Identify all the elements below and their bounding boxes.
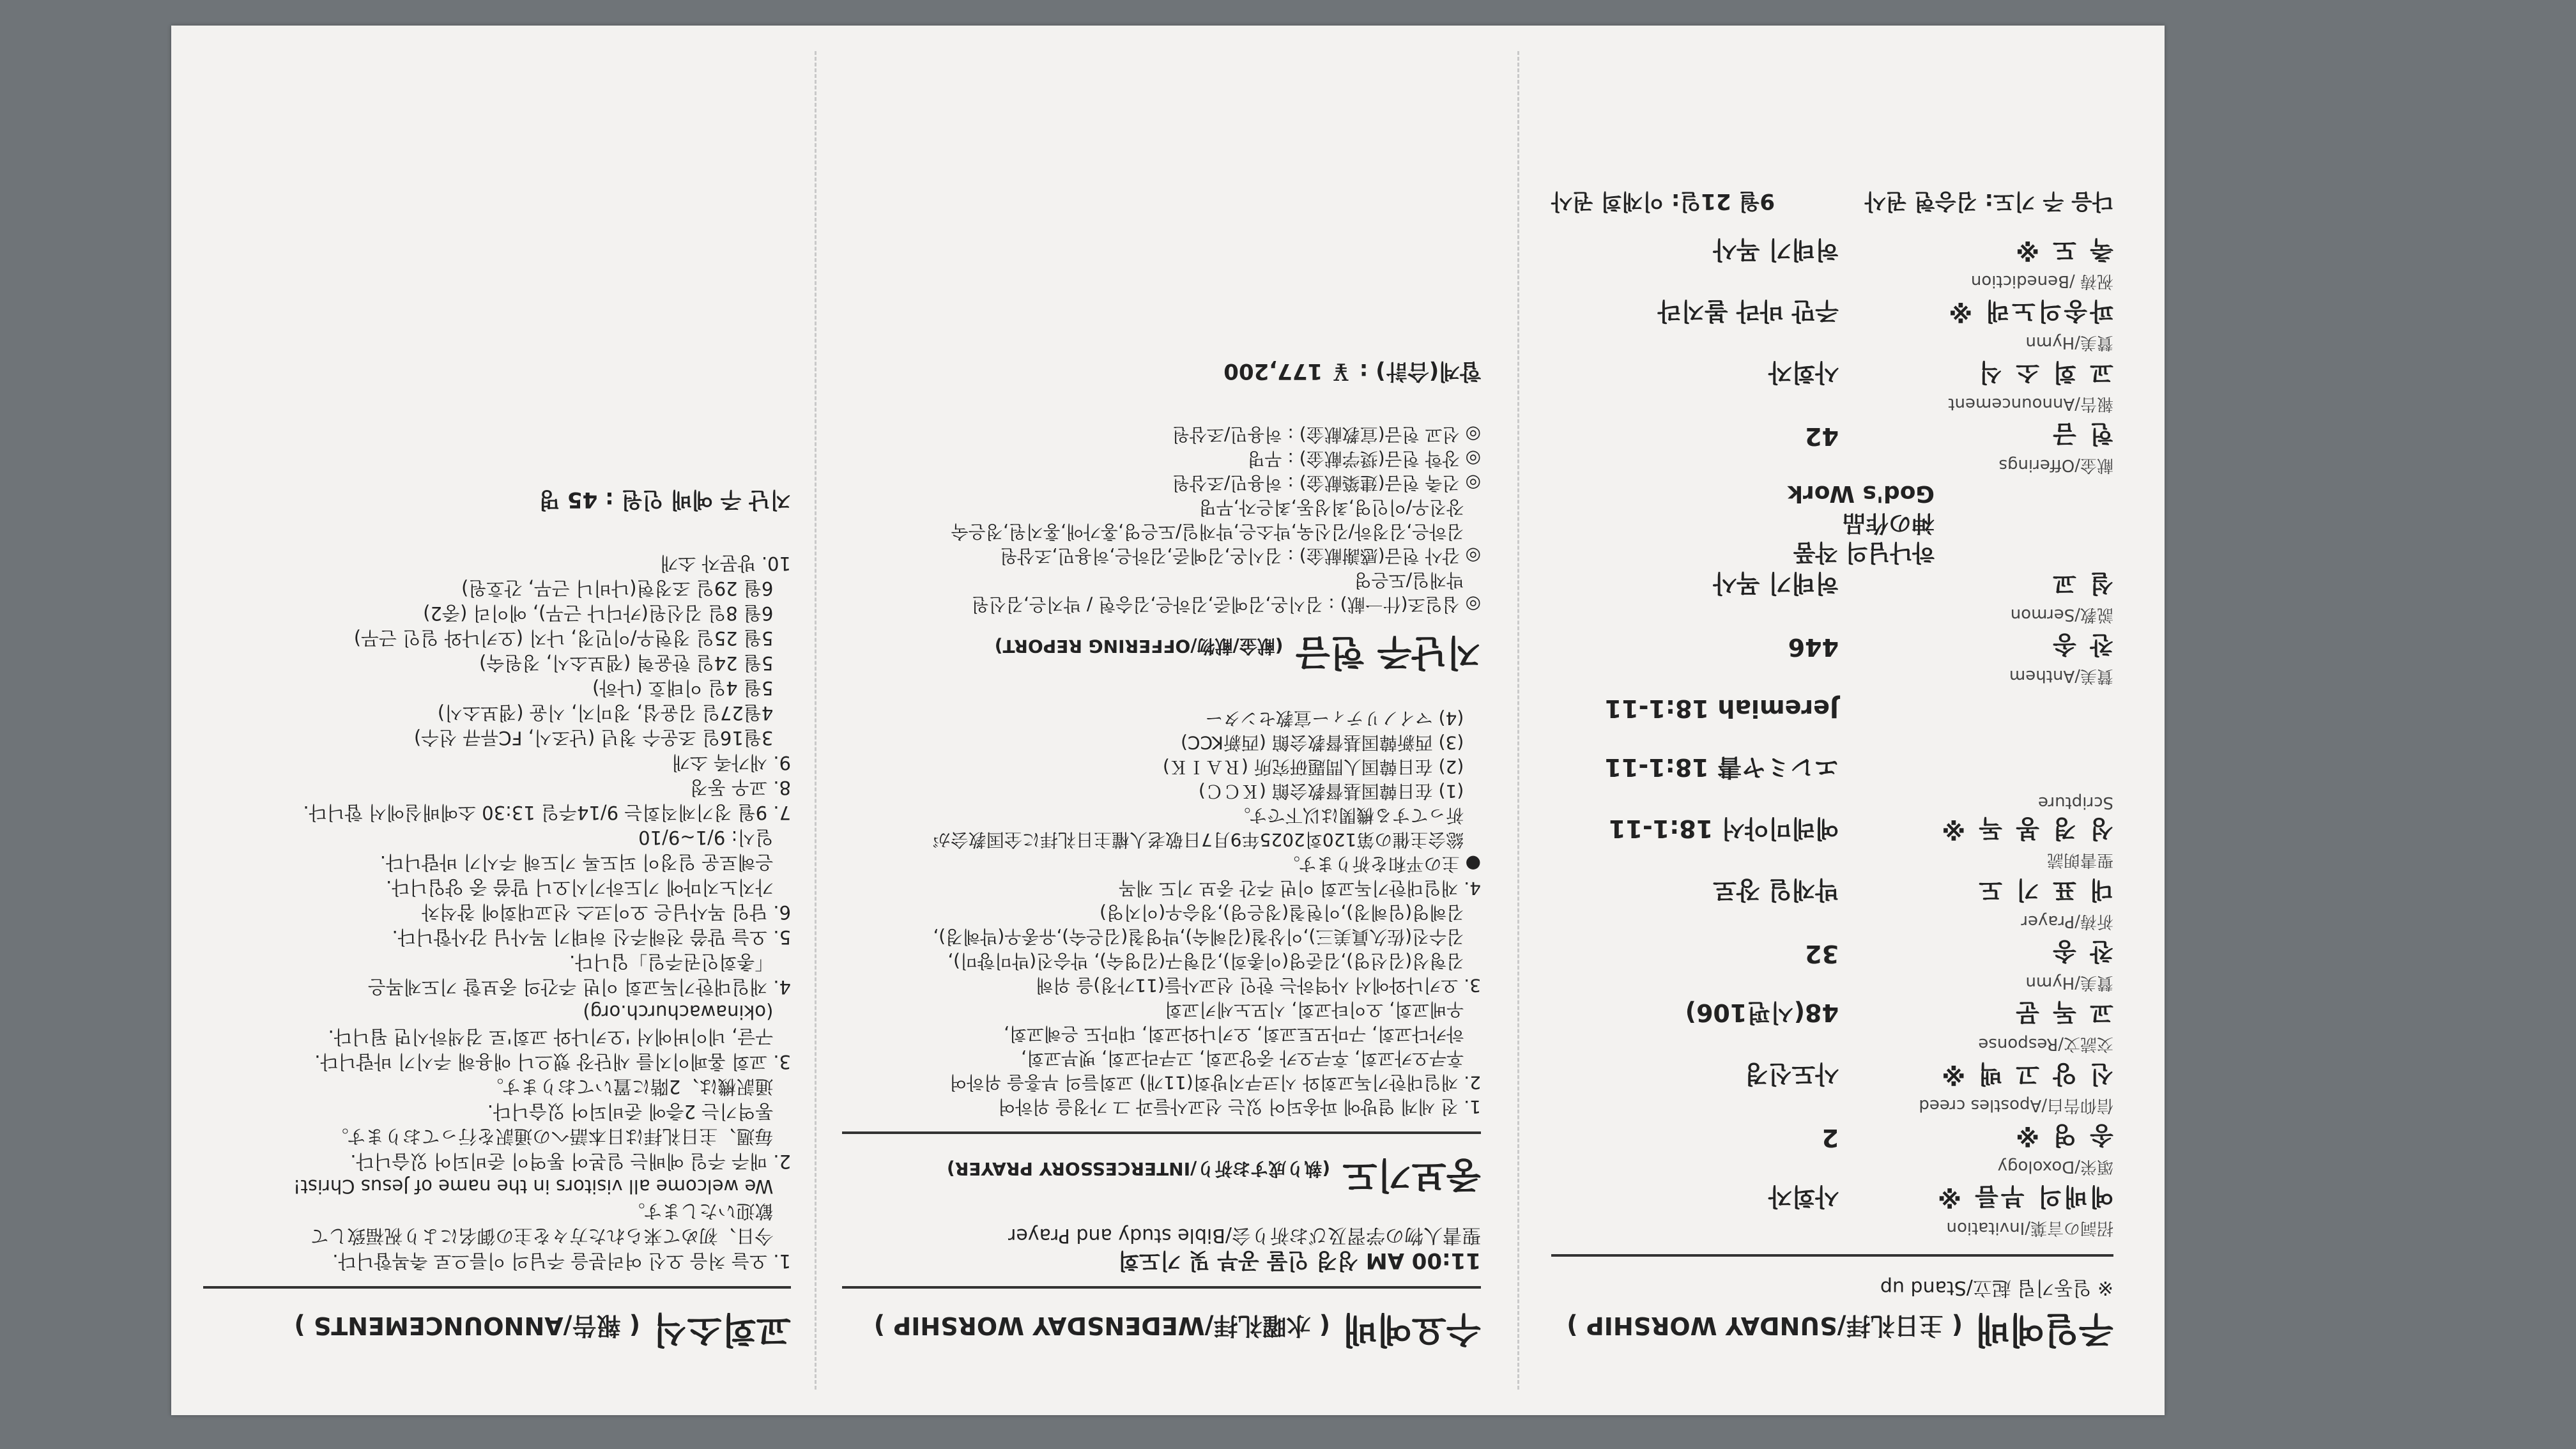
announcement-line: 3. 교회 홈페이지를 새단장 했으니 애용해 주시기 바랍니다. <box>314 1051 791 1073</box>
announcement-line: 8. 교우 동정 <box>689 777 791 799</box>
service-item-name: 성 경 봉 독 ※ <box>1939 815 2113 843</box>
service-item <box>1551 233 2113 272</box>
service-item-subtitle <box>1551 728 2113 751</box>
service-item <box>1551 567 2113 605</box>
prayer-line: 総会主催の第120회2025年9月7日敬老人權主日礼拝に全国教会が <box>932 829 1481 850</box>
service-item-subtitle: 信仰告白/Apostles creed <box>1919 1096 2113 1115</box>
announcements-column <box>203 64 791 1358</box>
prayer-line: (2) 在日韓国人問題研究所 (ＲＡＩＫ) <box>1162 756 1481 778</box>
service-item-value: 446 <box>1788 633 1839 661</box>
sunday-title: 주일예배 ( 主日礼拝/SUNDAY WORSHIP ) <box>1567 1308 2113 1350</box>
announcement-line: 毎週、主日礼拝は日本語への通訳を行っております。 <box>330 1126 791 1147</box>
time-line-2: 聖書人物の学習及びお祈り会/Bible study and Prayer <box>1008 1224 1481 1246</box>
announcement-line: 通訳機は、2階に置いております。 <box>485 1076 791 1098</box>
offering-total: 합계(合計) : ￥ 177,200 <box>1223 358 1481 384</box>
service-item-value: 주만 바라 볼지라 <box>1657 297 1839 326</box>
announcement-line: 5월 24일 한윤혁 (잼보소시, 정원숙) <box>479 652 791 674</box>
divider <box>203 1286 791 1289</box>
service-item-name: 찬 송 <box>2050 631 2113 659</box>
announcement-line: 10. 방문자 소개 <box>660 553 791 574</box>
announcement-line: 今日、初めて来られた方々を主の御名により祝福致して <box>310 1225 791 1247</box>
service-item-value: 사회자 <box>1768 358 1839 387</box>
announcement-line: 2. 매주 주일 예배는 일본어 통역이 준비되어 있습니다. <box>350 1151 791 1172</box>
offering-line: ◎ 건축 헌금(建築献金) : 허용민/조삼원 <box>1172 473 1481 494</box>
sermon-title: 하나님의 작품 神の作品 God's Work <box>1788 480 1935 565</box>
announcement-line: 4. 재일대한기독교회 이번 주간의 중보할 기도제목은 <box>367 976 791 998</box>
prayer-line: 김수진(佐久眞美三),이상철(김혜숙),박영철(김은숙),유종우(박혜경), <box>933 926 1481 947</box>
announcement-line: 은혜로운 일정이 되도록 기도해 주시기 바랍니다. <box>379 852 791 873</box>
service-item-subtitle: 招詞の言葉/Invitation <box>1946 1218 2113 1238</box>
service-item-name: 신 앙 고 백 ※ <box>1939 1060 2113 1089</box>
next-prayer: 다음 주 기도: 김승현 권사 <box>1864 188 2113 214</box>
service-item-name: 대 표 기 도 <box>1976 876 2113 905</box>
service-item-subtitle: 頌栄/Doxology <box>1997 1157 2113 1176</box>
sunday-worship-column <box>1551 64 2113 1358</box>
time-line: 11:00 AM 성경 인물 공부 및 기도회 <box>1118 1248 1481 1273</box>
announcement-line: We welcome all visitors in the name of Jesus Christ! <box>293 1176 791 1197</box>
prayer-line: ● 主の平和を祈ります。 <box>1282 854 1481 875</box>
service-item-name: 교 회 소 식 <box>1976 358 2113 387</box>
service-item-subtitle: 祝祷 /Benediction <box>1970 272 2113 291</box>
offering-line: ◎ 장학 헌금(奨学献金) : 무명 <box>1247 448 1481 470</box>
announcement-line: 6월 29일 조정현(나비니 근무, 간호원) <box>461 578 791 599</box>
stand-note: ※ 일동기립 起立/Stand up <box>1880 1276 2113 1299</box>
service-item <box>1551 417 2113 456</box>
announcement-line: 5. 오늘 말씀 전해주신 허태기 목사님 감사합니다. <box>392 926 791 948</box>
offering-line: 김하은,김정하/김신욱,박소은,박재일/도은영,홍가애,홍지원,정은숙 <box>951 521 1481 542</box>
service-item-name: 송 영 ※ <box>2013 1121 2113 1150</box>
service-item-subtitle: 聖書朗読 <box>2046 850 2113 870</box>
prayer-line: 2. 재일대한기독교회와 시코쿠지방회(11개) 교회들의 부흥을 위하여 <box>949 1072 1481 1093</box>
announcement-line: 歓迎いたします。 <box>626 1200 791 1222</box>
service-item-value: 사회자 <box>1768 1183 1839 1211</box>
service-item <box>1551 935 2113 973</box>
prayer-line: 김혜영(임혜정),이현철(정은영),정승우(이지영) <box>1100 902 1481 923</box>
offering-line: ◎ 십일조(什一献) : 김시온,김예준,김하은,김승현 / 박지은,김신원 <box>971 594 1481 615</box>
service-item-subtitle: Scripture <box>2037 793 2113 812</box>
service-item-name: 축 도 ※ <box>2013 236 2113 264</box>
service-item-subtitle: 祈祷/Prayer <box>2021 912 2113 931</box>
fold-line <box>1517 51 1519 1390</box>
service-item <box>1551 1057 2113 1096</box>
bulletin-paper <box>171 26 2165 1415</box>
wednesday-worship-column <box>842 64 1481 1358</box>
service-item-name: 예배의 부름 ※ <box>1935 1183 2113 1211</box>
prayer-line: 하카다교회, 구마모토교회, 오키나와교회, 대마도 은혜교회, <box>1003 1023 1481 1045</box>
announcement-line: 5월 25일 정현우/이민정, 나지 (오키나와 일인 근무) <box>353 627 791 649</box>
announcement-line: 1. 오늘 처음 오신 여러분을 주님의 이름으로 축복합니다. <box>332 1250 791 1272</box>
service-item-name: 헌 금 <box>2050 420 2113 448</box>
divider <box>1551 1254 2113 1257</box>
prayer-list <box>842 706 1481 1119</box>
prayer-title: 중보기도 (執り成すお祈り/INTERCESSORY PRAYER) <box>947 1154 1481 1195</box>
sunday-footer <box>1551 188 2113 214</box>
service-item-name: 교 독 문 <box>2013 999 2113 1027</box>
divider <box>842 1131 1481 1134</box>
prayer-line: 우베교회, 오이타교회, 시모노세키교회 <box>1164 999 1481 1020</box>
announcement-line: 통역기는 2층에 준비되어 있습니다. <box>487 1101 791 1123</box>
divider <box>842 1286 1481 1289</box>
service-item-value: 32 <box>1805 940 1839 968</box>
announcement-line: (okinawachurch.org) <box>583 1001 791 1023</box>
announcement-line: 「총회인권주일」입니다. <box>569 951 791 973</box>
order-of-service-2 <box>1551 233 2113 479</box>
offering-line: 장진우/이인영,최성동,최은자,무명 <box>1199 497 1481 518</box>
announcement-line: 가지노지마에 기도하기시오니 말씀 중 양입니다. <box>385 877 791 898</box>
service-item-subtitle: 賛美/Hymn <box>2025 333 2113 352</box>
announcement-line: 5월 4일 이태호 (나하) <box>592 677 791 699</box>
service-item-subtitle: 報告/Announcement <box>1948 394 2113 413</box>
offering-line: 박재일/도은영 <box>1354 570 1481 591</box>
service-item-subtitle: 交読文/Response <box>1978 1034 2113 1054</box>
service-item-value: 허태기 목사 <box>1713 569 1839 598</box>
prayer-line: (3) 西新韓国基督教会館 (西新KCC) <box>1181 732 1481 753</box>
service-item <box>1551 1180 2113 1218</box>
announcement-list <box>203 551 791 1273</box>
prayer-line: 김형성(김선영),김준영(이총희),김형구(김영숙), 박승진(박미향미), <box>947 951 1481 972</box>
prayer-line: 1. 전 세계 열방에 파송되어 있는 선교사들과 그 가정을 위하여 <box>998 1096 1481 1117</box>
offering-line: ◎ 감사 헌금(感謝献金) : 김시온,김예준,김하은,허용민,조삼원 <box>1000 546 1481 567</box>
offering-line: ◎ 선교 헌금(宣教献金) : 허용민/조삼원 <box>1172 424 1481 445</box>
announcement-line: 6월 8일 김신원(카디나 근무), 에이리 (중2) <box>423 602 791 624</box>
service-item-value: Jeremiah 18:1-11 <box>1604 694 1839 723</box>
service-item <box>1551 356 2113 394</box>
wednesday-title: 수요예배 ( 水曜礼拝/WEDENSDAY WORSHIP ) <box>873 1308 1481 1350</box>
service-item-value: 박재일 장로 <box>1713 876 1839 905</box>
announcement-line: 일시: 9/1~9/10 <box>638 827 791 848</box>
service-item-subtitle: 説教/Sermon <box>2010 605 2113 624</box>
offering-title: 지난주 헌금 (献金/献物/OFFERING REPORT) <box>994 631 1481 673</box>
prayer-line: (4) マイノリティー宣教センター <box>1205 708 1481 729</box>
service-item-value: 허태기 목사 <box>1713 236 1839 264</box>
announcement-line: 구글, 네이버에서 '오키나와 교회'로 검색하시면 됩니다. <box>328 1026 791 1048</box>
service-item-name: 파송의노래 ※ <box>1946 297 2113 326</box>
announcement-line: 4월27일 김윤섭, 정미지, 시윤 (잼보소시) <box>437 702 791 724</box>
service-item-subtitle: 賛美/Anthem <box>2009 666 2113 686</box>
prayer-line: (1) 在日韓国基督教会館 (ＫＣＣ) <box>1198 781 1481 802</box>
announcement-line: 9. 새가족 소개 <box>671 752 791 774</box>
announcements-title: 교회소식 ( 報告/ANNOUNCEMENTS ) <box>294 1308 791 1350</box>
service-item-value: 42 <box>1805 422 1839 450</box>
service-item <box>1551 812 2113 850</box>
prayer-line: 祈ってする機関は以下です。 <box>1232 805 1481 826</box>
prayer-line: 후쿠오카교회, 후쿠오카 중앙교회, 고쿠라교회, 벳부교회, <box>1020 1048 1481 1069</box>
service-item <box>1551 873 2113 912</box>
service-item-value: エレミヤ書 18:1-11 <box>1604 753 1839 782</box>
service-item-name: 설 교 <box>2050 569 2113 598</box>
order-of-service <box>1551 567 2113 1241</box>
service-item <box>1551 1119 2113 1157</box>
service-item-name: 찬 송 <box>2050 937 2113 966</box>
service-item-subtitle: 献金/Offerings <box>1998 456 2113 475</box>
service-item-value: 사도신경 <box>1745 1060 1839 1089</box>
fold-line <box>815 51 816 1390</box>
prayer-line: 4. 재일대한기독교회 이번 주간 중보 기도 제목 <box>1119 878 1481 899</box>
service-item-value: 2 <box>1821 1124 1839 1152</box>
announcement-line: 6. 담임 목사님은 오이코스 선교대회에 참석차 <box>421 901 791 923</box>
flower-duty: 9월 21일: 이재희 권사 <box>1551 188 1775 214</box>
attendance: 지난 주 예배 인원 : 45 명 <box>539 487 791 512</box>
announcement-line: 7. 9월 정기제직회는 9/14주일 13:30 소예배실에서 합니다. <box>303 802 791 824</box>
service-item <box>1551 996 2113 1034</box>
prayer-line: 3. 오키나와에서 사역하는 한인 선교사들(11가정)을 위해 <box>1036 975 1481 996</box>
service-item-subtitle: 賛美/Hymn <box>2025 973 2113 992</box>
service-item <box>1551 628 2113 666</box>
service-item-value: 48(시편106) <box>1685 999 1839 1027</box>
service-item <box>1551 751 2113 789</box>
service-item <box>1551 689 2113 728</box>
service-item <box>1551 295 2113 333</box>
service-item-value: 예레미야서 18:1-11 <box>1609 815 1839 843</box>
announcement-line: 3월16일 조운수 청년 (난조시, FC류큐 선수) <box>413 727 791 749</box>
offering-list <box>842 422 1481 617</box>
